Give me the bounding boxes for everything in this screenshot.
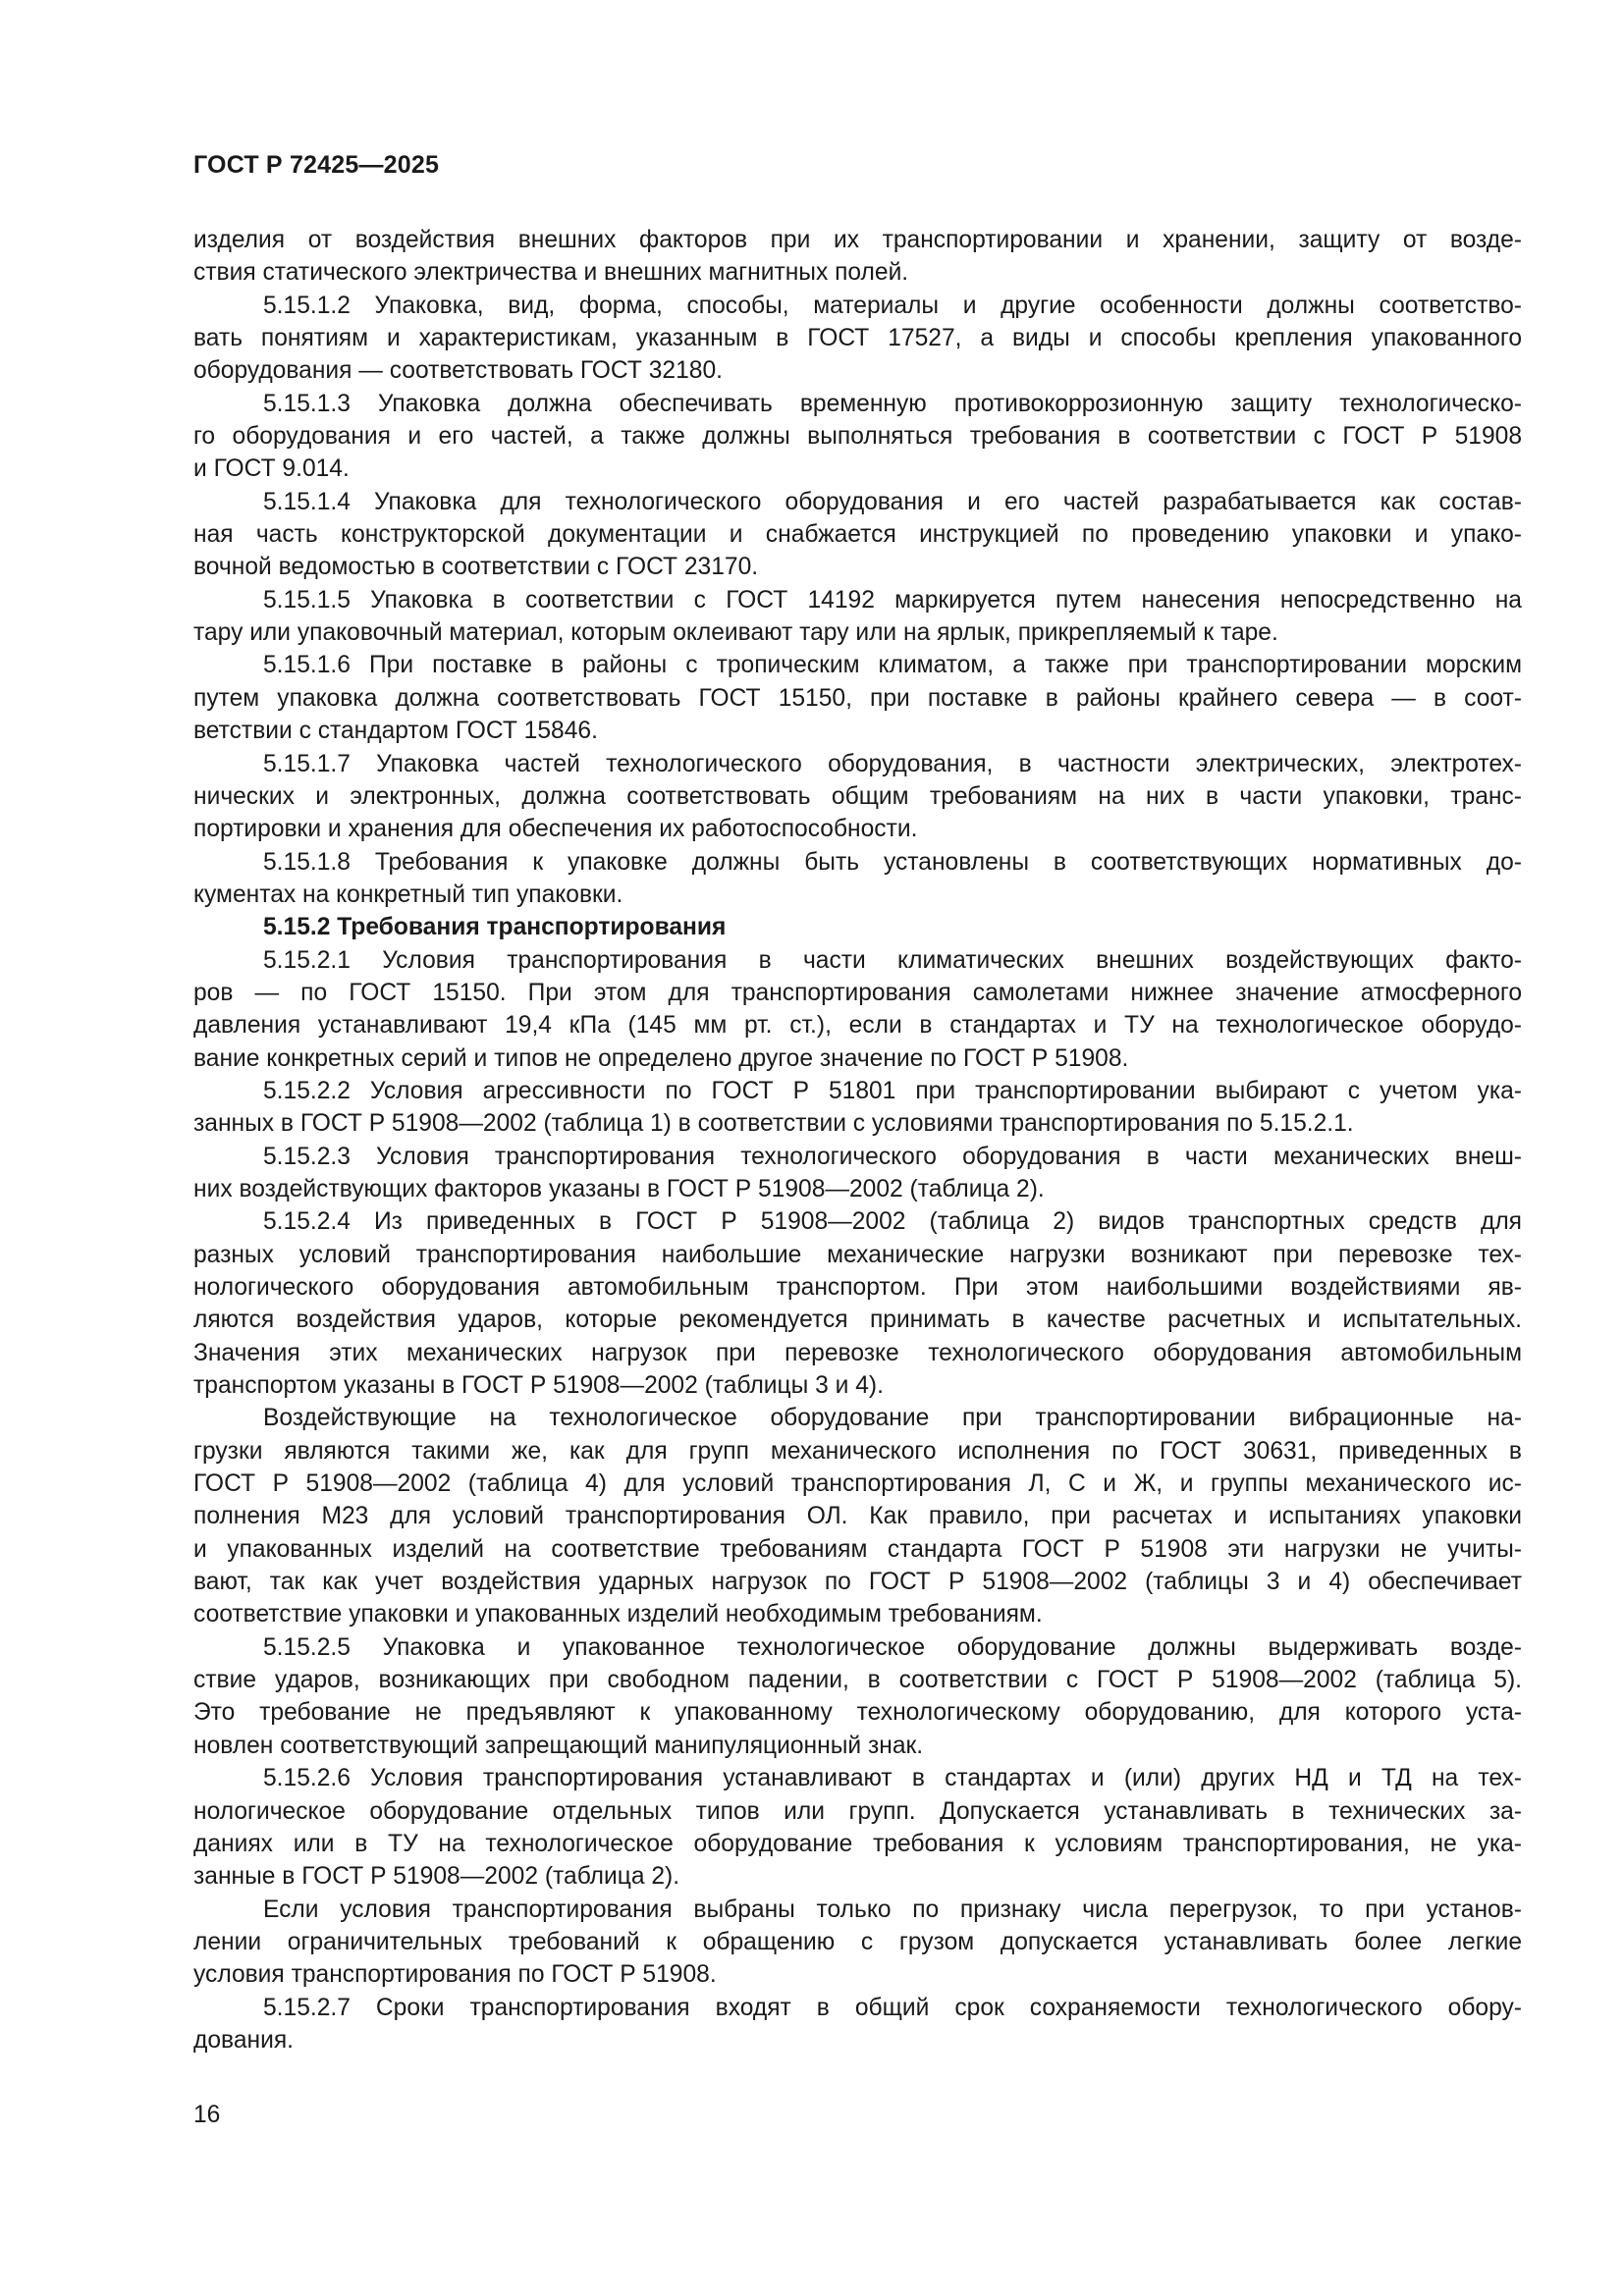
text-line: нических и электронных, должна соответствовать общим требованиям на них в части упаковки, транс-: [193, 782, 1522, 810]
text-line: и упакованных изделий на соответствие требованиям стандарта ГОСТ Р 51908 эти нагрузки не учиты-: [193, 1535, 1522, 1563]
text-line: ствия статического электричества и внешних магнитных полей.: [193, 259, 909, 287]
text-line: портировки и хранения для обеспечения их работоспособности.: [193, 816, 918, 843]
text-line: тару или упаковочный материал, которым оклеивают тару или на ярлык, прикрепляемый к таре.: [193, 619, 1278, 647]
text-line: путем упаковка должна соответствовать ГОСТ 15150, при поставке в районы крайнего севера — в соот-: [193, 684, 1522, 712]
text-line: го оборудования и его частей, а также должны выполняться требования в соответствии с ГОСТ Р 51908: [193, 423, 1522, 451]
text-line: занных в ГОСТ Р 51908—2002 (таблица 1) в соответствии с условиями транспортирования по 5.15.2.1.: [193, 1110, 1354, 1138]
text-line: дования.: [193, 2026, 294, 2054]
text-line: транспортом указаны в ГОСТ Р 51908—2002 (таблицы 3 и 4).: [193, 1372, 884, 1400]
text-line: 5.15.2.5 Упаковка и упакованное технологическое оборудование должны выдерживать возде-: [263, 1633, 1522, 1661]
text-line: давления устанавливают 19,4 кПа (145 мм рт. ст.), если в стандартах и ТУ на технологическое оборудо-: [193, 1012, 1522, 1040]
text-line: 5.15.1.8 Требования к упаковке должны быть установлены в соответствующих нормативных до-: [263, 848, 1522, 876]
text-line: соответствие упаковки и упакованных изделий необходимым требованиям.: [193, 1601, 1043, 1629]
text-line: 5.15.1.2 Упаковка, вид, форма, способы, материалы и другие особенности должны соответство-: [263, 292, 1522, 319]
text-line: Воздействующие на технологическое оборудование при транспортировании вибрационные на-: [263, 1405, 1522, 1432]
text-line: 5.15.2.6 Условия транспортирования устанавливают в стандартах и (или) других НД и ТД на тех-: [263, 1765, 1522, 1792]
text-line: лении ограничительных требований к обращению с грузом допускается устанавливать более легкие: [193, 1928, 1522, 1955]
text-line: вают, так как учет воздействия ударных нагрузок по ГОСТ Р 51908—2002 (таблицы 3 и 4) обеспечивает: [193, 1569, 1522, 1596]
text-line: Это требование не предъявляют к упакованному технологическому оборудованию, для которого уста-: [193, 1699, 1522, 1727]
section-heading-line: 5.15.2 Требования транспортирования: [263, 914, 727, 941]
page-header-doc-id: ГОСТ Р 72425—2025: [193, 151, 440, 179]
text-line: ГОСТ Р 51908—2002 (таблица 4) для условий транспортирования Л, С и Ж, и группы механического ис-: [193, 1470, 1522, 1498]
text-line: изделия от воздействия внешних факторов при их транспортировании и хранении, защиту от возде-: [193, 227, 1522, 253]
document-body: [193, 224, 1522, 2056]
text-line: полнения М23 для условий транспортирования ОЛ. Как правило, при расчетах и испытаниях упаковки: [193, 1503, 1522, 1530]
text-line: разных условий транспортирования наибольшие механические нагрузки возникают при перевозке тех-: [193, 1241, 1522, 1268]
text-line: 5.15.1.3 Упаковка должна обеспечивать временную противокоррозионную защиту технологическо-: [263, 390, 1522, 417]
text-line: 5.15.1.7 Упаковка частей технологического оборудования, в частности электрических, электротех-: [263, 750, 1522, 777]
text-line: новлен соответствующий запрещающий манипуляционный знак.: [193, 1732, 924, 1759]
text-line: вочной ведомостью в соответствии с ГОСТ 23170.: [193, 554, 759, 581]
text-line: даниях или в ТУ на технологическое оборудование требования к условиям транспортирования, не ука-: [193, 1830, 1522, 1857]
text-line: 5.15.1.5 Упаковка в соответствии с ГОСТ 14192 маркируется путем нанесения непосредственно на: [263, 586, 1522, 614]
text-line: кументах на конкретный тип упаковки.: [193, 881, 623, 908]
text-line: грузки являются такими же, как для групп механического исполнения по ГОСТ 30631, приведенных в: [193, 1437, 1522, 1465]
text-line: оборудования — соответствовать ГОСТ 32180.: [193, 357, 723, 385]
text-line: 5.15.1.6 При поставке в районы с тропическим климатом, а также при транспортировании морским: [263, 652, 1522, 679]
text-line: 5.15.2.2 Условия агрессивности по ГОСТ Р 51801 при транспортировании выбирают с учетом ука-: [263, 1077, 1522, 1104]
page-number: 16: [193, 2102, 221, 2128]
text-line: занные в ГОСТ Р 51908—2002 (таблица 2).: [193, 1863, 680, 1891]
text-line: 5.15.2.7 Сроки транспортирования входят в общий срок сохраняемости технологического обору-: [263, 1994, 1522, 2021]
text-line: нологического оборудования автомобильным транспортом. При этом наибольшими воздействиями яв-: [193, 1274, 1522, 1301]
text-line: ветствии с стандартом ГОСТ 15846.: [193, 718, 598, 745]
text-line: 5.15.2.4 Из приведенных в ГОСТ Р 51908—2002 (таблица 2) видов транспортных средств для: [263, 1208, 1522, 1236]
text-line: Если условия транспортирования выбраны только по признаку числа перегрузок, то при установ-: [263, 1896, 1522, 1923]
text-line: и ГОСТ 9.014.: [193, 455, 350, 483]
text-line: 5.15.1.4 Упаковка для технологического оборудования и его частей разрабатывается как состав-: [263, 488, 1522, 515]
text-line: Значения этих механических нагрузок при перевозке технологического оборудования автомобильным: [193, 1339, 1522, 1366]
text-line: условия транспортирования по ГОСТ Р 51908.: [193, 1961, 717, 1989]
text-line: 5.15.2.3 Условия транспортирования технологического оборудования в части механических внеш-: [263, 1143, 1522, 1170]
text-line: вать понятиям и характеристикам, указанным в ГОСТ 17527, а виды и способы крепления упакованного: [193, 325, 1522, 352]
text-line: вание конкретных серий и типов не определено другое значение по ГОСТ Р 51908.: [193, 1044, 1129, 1072]
text-line: них воздействующих факторов указаны в ГОСТ Р 51908—2002 (таблица 2).: [193, 1175, 1045, 1202]
text-line: ров — по ГОСТ 15150. При этом для транспортирования самолетами нижнее значение атмосферного: [193, 979, 1522, 1006]
text-line: 5.15.2.1 Условия транспортирования в части климатических внешних воздействующих факто-: [263, 946, 1522, 974]
text-line: ная часть конструкторской документации и снабжается инструкцией по проведению упаковки и упако-: [193, 521, 1522, 549]
text-line: ляются воздействия ударов, которые рекомендуется принимать в качестве расчетных и испытательных.: [193, 1307, 1522, 1334]
text-line: ствие ударов, возникающих при свободном падении, в соответствии с ГОСТ Р 51908—2002 (таблица 5).: [193, 1667, 1522, 1694]
text-line: нологическое оборудование отдельных типов или групп. Допускается устанавливать в технических за-: [193, 1797, 1522, 1825]
